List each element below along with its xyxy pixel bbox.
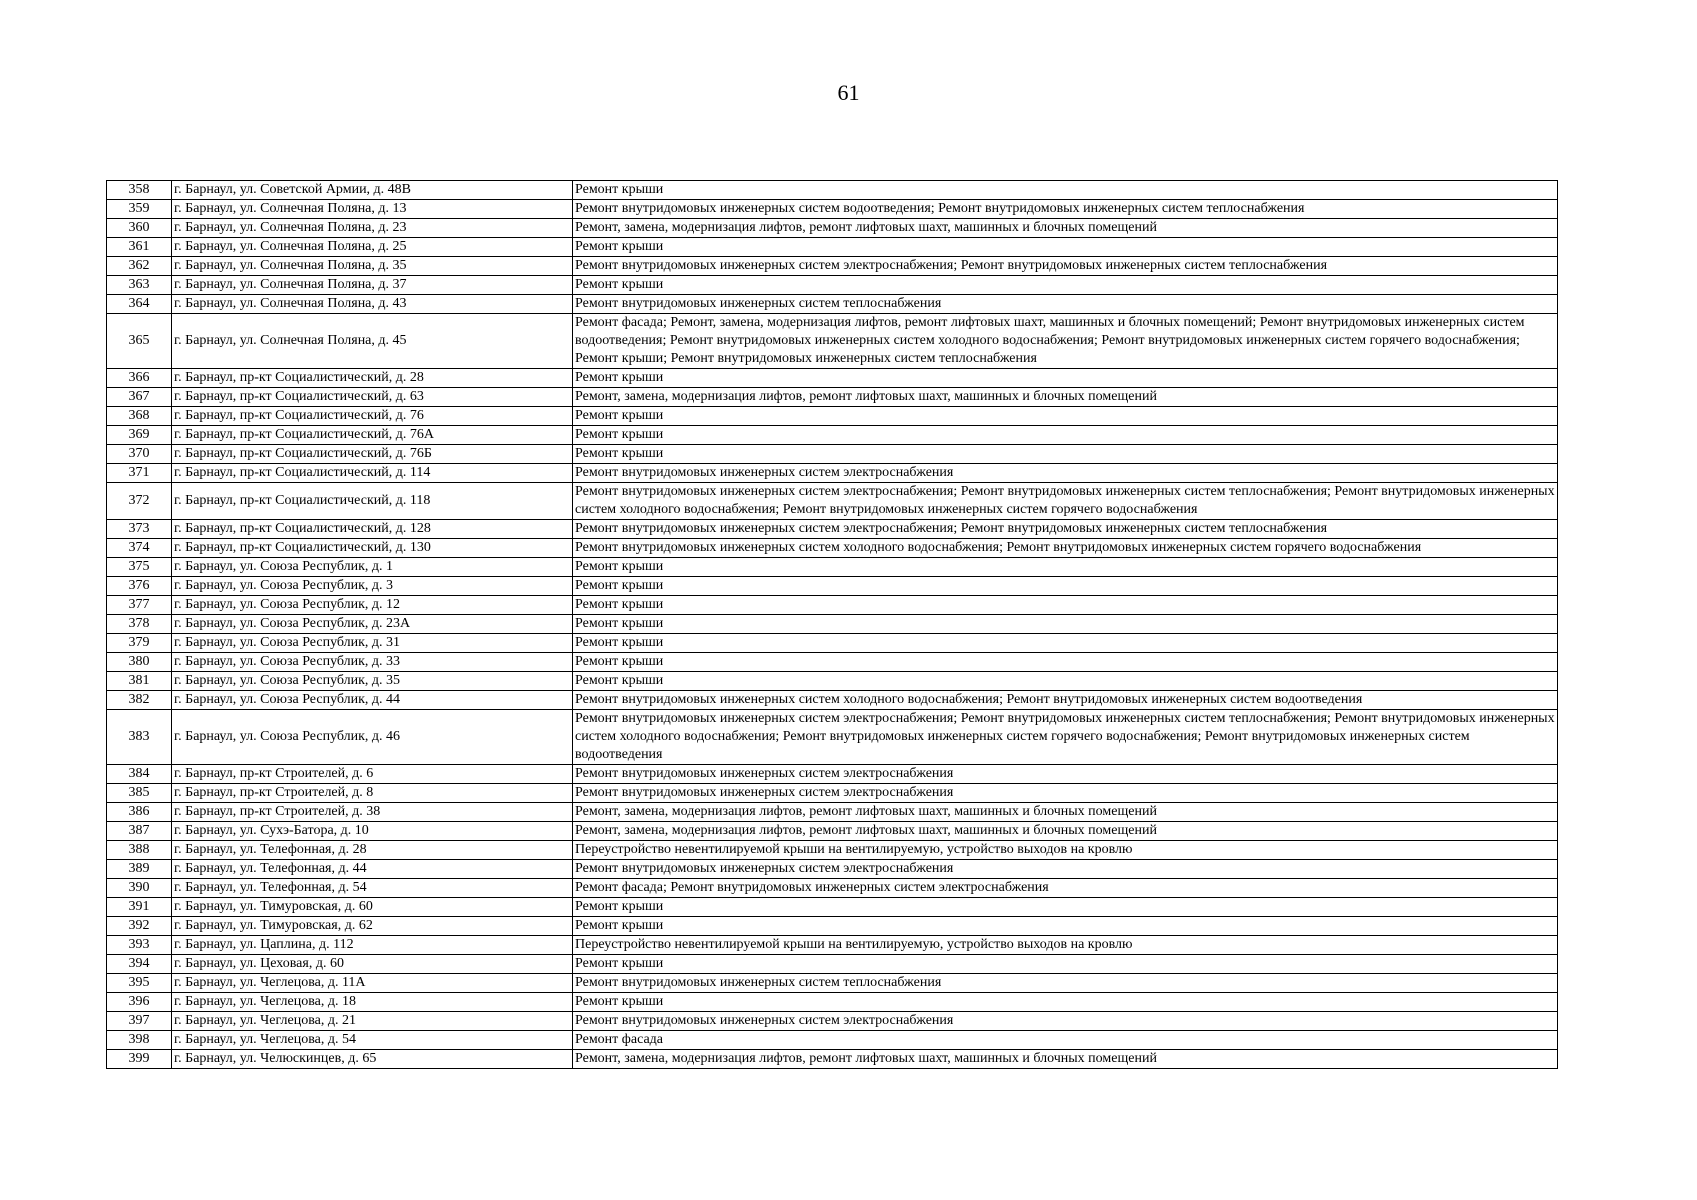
- row-address: г. Барнаул, пр-кт Социалистический, д. 76А: [172, 426, 573, 445]
- row-number: 383: [107, 710, 172, 765]
- table-row: [107, 539, 1558, 558]
- row-number: 378: [107, 615, 172, 634]
- row-number: 395: [107, 974, 172, 993]
- row-address: г. Барнаул, ул. Тимуровская, д. 62: [172, 917, 573, 936]
- row-number: 380: [107, 653, 172, 672]
- row-works: Ремонт, замена, модернизация лифтов, ремонт лифтовых шахт, машинных и блочных помещений: [573, 803, 1558, 822]
- row-address: г. Барнаул, пр-кт Социалистический, д. 28: [172, 369, 573, 388]
- row-address: г. Барнаул, ул. Телефонная, д. 54: [172, 879, 573, 898]
- row-number: 376: [107, 577, 172, 596]
- row-address: г. Барнаул, ул. Союза Республик, д. 46: [172, 710, 573, 765]
- table-row: [107, 879, 1558, 898]
- row-works: Ремонт крыши: [573, 993, 1558, 1012]
- row-works: Ремонт крыши: [573, 407, 1558, 426]
- row-works: Ремонт внутридомовых инженерных систем теплоснабжения: [573, 295, 1558, 314]
- row-works: Ремонт внутридомовых инженерных систем теплоснабжения: [573, 974, 1558, 993]
- row-address: г. Барнаул, ул. Чеглецова, д. 54: [172, 1031, 573, 1050]
- row-works: Ремонт внутридомовых инженерных систем электроснабжения: [573, 784, 1558, 803]
- row-works: Ремонт крыши: [573, 369, 1558, 388]
- table-row: [107, 974, 1558, 993]
- row-works: Переустройство невентилируемой крыши на вентилируемую, устройство выходов на кровлю: [573, 936, 1558, 955]
- row-works: Ремонт внутридомовых инженерных систем электроснабжения: [573, 860, 1558, 879]
- row-address: г. Барнаул, ул. Солнечная Поляна, д. 23: [172, 219, 573, 238]
- row-address: г. Барнаул, ул. Союза Республик, д. 23А: [172, 615, 573, 634]
- row-works: Ремонт крыши: [573, 615, 1558, 634]
- table-row: [107, 917, 1558, 936]
- row-number: 385: [107, 784, 172, 803]
- table-row: [107, 784, 1558, 803]
- table-row: [107, 1050, 1558, 1069]
- row-works: Ремонт внутридомовых инженерных систем холодного водоснабжения; Ремонт внутридомовых инженерных систем водоотведения: [573, 691, 1558, 710]
- repair-works-table: [106, 180, 1558, 1069]
- row-works: Ремонт внутридомовых инженерных систем электроснабжения: [573, 464, 1558, 483]
- row-works: Ремонт внутридомовых инженерных систем водоотведения; Ремонт внутридомовых инженерных систем теплоснабжения: [573, 200, 1558, 219]
- row-works: Ремонт крыши: [573, 238, 1558, 257]
- row-address: г. Барнаул, ул. Телефонная, д. 28: [172, 841, 573, 860]
- row-number: 360: [107, 219, 172, 238]
- row-number: 373: [107, 520, 172, 539]
- row-address: г. Барнаул, пр-кт Строителей, д. 6: [172, 765, 573, 784]
- table-row: [107, 295, 1558, 314]
- table-row: [107, 483, 1558, 520]
- row-number: 370: [107, 445, 172, 464]
- table-row: [107, 653, 1558, 672]
- table-row: [107, 803, 1558, 822]
- row-address: г. Барнаул, пр-кт Строителей, д. 38: [172, 803, 573, 822]
- row-works: Ремонт крыши: [573, 917, 1558, 936]
- row-address: г. Барнаул, ул. Союза Республик, д. 35: [172, 672, 573, 691]
- row-address: г. Барнаул, ул. Телефонная, д. 44: [172, 860, 573, 879]
- row-number: 386: [107, 803, 172, 822]
- row-works: Ремонт крыши: [573, 577, 1558, 596]
- row-number: 382: [107, 691, 172, 710]
- row-address: г. Барнаул, ул. Чеглецова, д. 11А: [172, 974, 573, 993]
- row-works: Ремонт крыши: [573, 955, 1558, 974]
- table-row: [107, 577, 1558, 596]
- row-address: г. Барнаул, ул. Тимуровская, д. 60: [172, 898, 573, 917]
- row-number: 398: [107, 1031, 172, 1050]
- table-row: [107, 860, 1558, 879]
- row-address: г. Барнаул, пр-кт Социалистический, д. 130: [172, 539, 573, 558]
- row-address: г. Барнаул, ул. Союза Республик, д. 12: [172, 596, 573, 615]
- row-address: г. Барнаул, ул. Солнечная Поляна, д. 13: [172, 200, 573, 219]
- row-number: 371: [107, 464, 172, 483]
- table-row: [107, 464, 1558, 483]
- row-number: 375: [107, 558, 172, 577]
- row-address: г. Барнаул, пр-кт Социалистический, д. 114: [172, 464, 573, 483]
- row-works: Ремонт крыши: [573, 634, 1558, 653]
- table-row: [107, 181, 1558, 200]
- table-row: [107, 955, 1558, 974]
- table-row: [107, 520, 1558, 539]
- row-address: г. Барнаул, ул. Союза Республик, д. 33: [172, 653, 573, 672]
- table-row: [107, 822, 1558, 841]
- table-row: [107, 238, 1558, 257]
- row-works: Ремонт фасада: [573, 1031, 1558, 1050]
- row-works: Ремонт, замена, модернизация лифтов, ремонт лифтовых шахт, машинных и блочных помещений: [573, 219, 1558, 238]
- row-address: г. Барнаул, ул. Советской Армии, д. 48В: [172, 181, 573, 200]
- row-address: г. Барнаул, ул. Чеглецова, д. 18: [172, 993, 573, 1012]
- row-address: г. Барнаул, ул. Челюскинцев, д. 65: [172, 1050, 573, 1069]
- table-row: [107, 765, 1558, 784]
- table-row: [107, 898, 1558, 917]
- row-works: Ремонт крыши: [573, 276, 1558, 295]
- table-row: [107, 369, 1558, 388]
- row-number: 397: [107, 1012, 172, 1031]
- row-works: Ремонт крыши: [573, 558, 1558, 577]
- table-row: [107, 445, 1558, 464]
- row-number: 394: [107, 955, 172, 974]
- row-number: 359: [107, 200, 172, 219]
- row-address: г. Барнаул, ул. Солнечная Поляна, д. 25: [172, 238, 573, 257]
- table-row: [107, 672, 1558, 691]
- row-number: 361: [107, 238, 172, 257]
- row-number: 362: [107, 257, 172, 276]
- table-row: [107, 1012, 1558, 1031]
- table-row: [107, 200, 1558, 219]
- row-address: г. Барнаул, пр-кт Социалистический, д. 76Б: [172, 445, 573, 464]
- table-body: [107, 181, 1558, 1069]
- table-row: [107, 615, 1558, 634]
- row-address: г. Барнаул, ул. Цаплина, д. 112: [172, 936, 573, 955]
- row-number: 392: [107, 917, 172, 936]
- row-number: 372: [107, 483, 172, 520]
- table-row: [107, 407, 1558, 426]
- row-works: Ремонт внутридомовых инженерных систем электроснабжения; Ремонт внутридомовых инженерных систем теплоснабжения; Ремонт внутридомовых инженерных систем холодного водоснабжения; Ремонт внутридомовых инженерных систем горячего водоснабжения: [573, 483, 1558, 520]
- row-number: 363: [107, 276, 172, 295]
- row-number: 365: [107, 314, 172, 369]
- row-works: Ремонт крыши: [573, 596, 1558, 615]
- row-works: Ремонт крыши: [573, 181, 1558, 200]
- table-row: [107, 276, 1558, 295]
- row-address: г. Барнаул, ул. Цеховая, д. 60: [172, 955, 573, 974]
- row-address: г. Барнаул, пр-кт Социалистический, д. 63: [172, 388, 573, 407]
- row-works: Ремонт внутридомовых инженерных систем электроснабжения; Ремонт внутридомовых инженерных систем теплоснабжения: [573, 520, 1558, 539]
- page-number: 61: [837, 80, 860, 105]
- row-number: 391: [107, 898, 172, 917]
- row-works: Ремонт крыши: [573, 426, 1558, 445]
- table-row: [107, 691, 1558, 710]
- table-row: [107, 596, 1558, 615]
- row-number: 387: [107, 822, 172, 841]
- row-number: 379: [107, 634, 172, 653]
- row-address: г. Барнаул, пр-кт Социалистический, д. 118: [172, 483, 573, 520]
- row-number: 358: [107, 181, 172, 200]
- row-works: Ремонт крыши: [573, 653, 1558, 672]
- row-number: 374: [107, 539, 172, 558]
- row-works: Ремонт внутридомовых инженерных систем электроснабжения: [573, 1012, 1558, 1031]
- row-address: г. Барнаул, ул. Чеглецова, д. 21: [172, 1012, 573, 1031]
- table-row: [107, 634, 1558, 653]
- row-works: Переустройство невентилируемой крыши на вентилируемую, устройство выходов на кровлю: [573, 841, 1558, 860]
- row-number: 369: [107, 426, 172, 445]
- row-works: Ремонт внутридомовых инженерных систем электроснабжения; Ремонт внутридомовых инженерных систем теплоснабжения: [573, 257, 1558, 276]
- row-works: Ремонт, замена, модернизация лифтов, ремонт лифтовых шахт, машинных и блочных помещений: [573, 1050, 1558, 1069]
- row-address: г. Барнаул, ул. Солнечная Поляна, д. 43: [172, 295, 573, 314]
- row-number: 399: [107, 1050, 172, 1069]
- row-address: г. Барнаул, пр-кт Социалистический, д. 76: [172, 407, 573, 426]
- row-works: Ремонт внутридомовых инженерных систем электроснабжения; Ремонт внутридомовых инженерных систем теплоснабжения; Ремонт внутридомовых инженерных систем холодного водоснабжения; Ремонт внутридомовых инженерных систем горячего водоснабжения; Ремонт внутридомовых инженерных систем водоотведения: [573, 710, 1558, 765]
- table-row: [107, 993, 1558, 1012]
- row-number: 366: [107, 369, 172, 388]
- table-row: [107, 426, 1558, 445]
- row-works: Ремонт внутридомовых инженерных систем электроснабжения: [573, 765, 1558, 784]
- table-row: [107, 219, 1558, 238]
- table-row: [107, 558, 1558, 577]
- row-works: Ремонт крыши: [573, 445, 1558, 464]
- row-number: 388: [107, 841, 172, 860]
- row-works: Ремонт фасада; Ремонт внутридомовых инженерных систем электроснабжения: [573, 879, 1558, 898]
- table-row: [107, 710, 1558, 765]
- row-address: г. Барнаул, ул. Союза Республик, д. 44: [172, 691, 573, 710]
- row-number: 393: [107, 936, 172, 955]
- row-works: Ремонт фасада; Ремонт, замена, модернизация лифтов, ремонт лифтовых шахт, машинных и блочных помещений; Ремонт внутридомовых инженерных систем водоотведения; Ремонт внутридомовых инженерных систем холодного водоснабжения; Ремонт внутридомовых инженерных систем горячего водоснабжения; Ремонт крыши; Ремонт внутридомовых инженерных систем теплоснабжения: [573, 314, 1558, 369]
- table-row: [107, 936, 1558, 955]
- row-address: г. Барнаул, ул. Солнечная Поляна, д. 37: [172, 276, 573, 295]
- table-row: [107, 314, 1558, 369]
- row-number: 368: [107, 407, 172, 426]
- row-number: 364: [107, 295, 172, 314]
- row-address: г. Барнаул, ул. Сухэ-Батора, д. 10: [172, 822, 573, 841]
- table-row: [107, 257, 1558, 276]
- row-address: г. Барнаул, ул. Союза Республик, д. 31: [172, 634, 573, 653]
- row-address: г. Барнаул, ул. Союза Республик, д. 1: [172, 558, 573, 577]
- row-number: 384: [107, 765, 172, 784]
- table-row: [107, 1031, 1558, 1050]
- table-row: [107, 388, 1558, 407]
- row-number: 367: [107, 388, 172, 407]
- row-address: г. Барнаул, пр-кт Социалистический, д. 128: [172, 520, 573, 539]
- row-works: Ремонт, замена, модернизация лифтов, ремонт лифтовых шахт, машинных и блочных помещений: [573, 388, 1558, 407]
- row-number: 381: [107, 672, 172, 691]
- row-works: Ремонт крыши: [573, 672, 1558, 691]
- row-number: 390: [107, 879, 172, 898]
- row-works: Ремонт внутридомовых инженерных систем холодного водоснабжения; Ремонт внутридомовых инженерных систем горячего водоснабжения: [573, 539, 1558, 558]
- row-address: г. Барнаул, ул. Солнечная Поляна, д. 35: [172, 257, 573, 276]
- row-address: г. Барнаул, пр-кт Строителей, д. 8: [172, 784, 573, 803]
- row-number: 396: [107, 993, 172, 1012]
- row-address: г. Барнаул, ул. Союза Республик, д. 3: [172, 577, 573, 596]
- row-address: г. Барнаул, ул. Солнечная Поляна, д. 45: [172, 314, 573, 369]
- row-works: Ремонт крыши: [573, 898, 1558, 917]
- row-works: Ремонт, замена, модернизация лифтов, ремонт лифтовых шахт, машинных и блочных помещений: [573, 822, 1558, 841]
- table-row: [107, 841, 1558, 860]
- row-number: 389: [107, 860, 172, 879]
- row-number: 377: [107, 596, 172, 615]
